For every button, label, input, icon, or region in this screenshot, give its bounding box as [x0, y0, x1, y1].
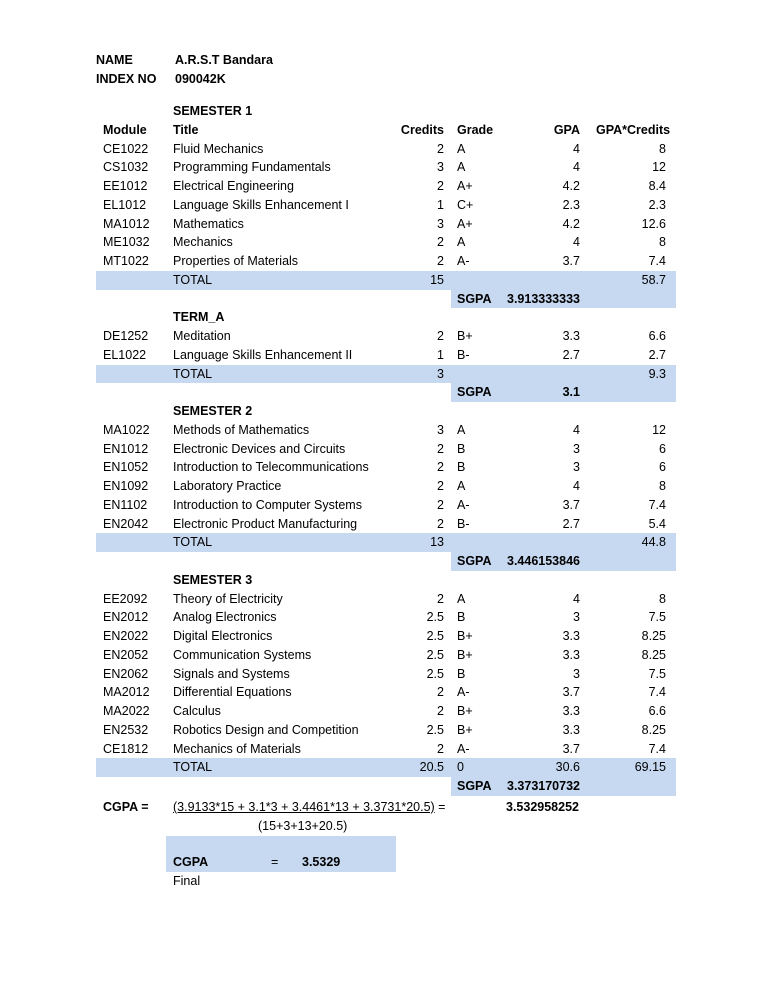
- gpa-credits-value: 2.3: [648, 197, 666, 212]
- gpa-value: 4.2: [562, 216, 580, 231]
- module-code: CS1032: [103, 160, 149, 175]
- module-code: CE1022: [103, 141, 149, 156]
- course-row: [96, 702, 676, 721]
- column-grade: Grade: [457, 122, 494, 137]
- course-row: [96, 346, 676, 365]
- gpa-credits-value: 7.5: [648, 666, 666, 681]
- cgpa-label: CGPA =: [103, 800, 149, 814]
- name-value: A.R.S.T Bandara: [175, 53, 273, 67]
- course-title: Mechanics of Materials: [173, 741, 301, 756]
- gpa-value: 4.2: [562, 179, 580, 193]
- credits-value: 2: [437, 441, 444, 456]
- course-title: Communication Systems: [173, 647, 312, 662]
- course-row: [96, 590, 676, 609]
- credits-value: 1: [437, 347, 444, 362]
- grade-value: A+: [457, 216, 473, 231]
- total-gpa-credits: 9.3: [648, 366, 666, 381]
- grade-value: B: [457, 666, 466, 681]
- course-title: Mathematics: [173, 216, 244, 231]
- course-title: Theory of Electricity: [173, 591, 283, 606]
- gpa-value: 2.3: [562, 197, 580, 212]
- index-value: 090042K: [175, 72, 226, 86]
- course-title: Meditation: [173, 329, 231, 343]
- grade-value: A: [457, 479, 466, 493]
- total-credits: 3: [437, 366, 444, 381]
- column-module: Module: [103, 122, 147, 137]
- module-code: EN2022: [103, 629, 149, 643]
- total-row: [96, 533, 676, 552]
- course-row: [96, 515, 676, 534]
- total-label: TOTAL: [173, 366, 213, 381]
- gpa-value: 3: [573, 441, 580, 456]
- course-row: [96, 440, 676, 459]
- grade-value: B+: [457, 722, 473, 737]
- gpa-value: 3.3: [562, 629, 580, 643]
- credits-value: 2: [437, 704, 444, 718]
- module-code: EN1052: [103, 460, 149, 475]
- course-title: Properties of Materials: [173, 254, 299, 268]
- course-title: Electrical Engineering: [173, 179, 294, 193]
- total-label: TOTAL: [173, 272, 213, 287]
- grade-value: B: [457, 460, 466, 475]
- gpa-value: 3.7: [562, 254, 580, 268]
- credits-value: 3: [437, 216, 444, 231]
- sgpa-row: [451, 383, 676, 402]
- total-gpa-credits: 69.15: [634, 760, 666, 775]
- module-code: EN2532: [103, 722, 149, 737]
- total-label: TOTAL: [173, 535, 213, 550]
- total-row: [96, 271, 676, 290]
- module-code: MT1022: [103, 254, 149, 268]
- section-heading: [96, 571, 676, 590]
- credits-value: 2: [437, 479, 444, 493]
- column-gpa-credits: GPA*Credits: [596, 122, 671, 137]
- credits-value: 2.5: [426, 647, 444, 662]
- grade-value: A-: [457, 741, 470, 756]
- final-equals: =: [271, 855, 279, 869]
- gpa-value: 3: [573, 666, 580, 681]
- credits-value: 2: [437, 235, 444, 250]
- gpa-credits-value: 8.25: [641, 647, 666, 662]
- module-code: EN2042: [103, 516, 149, 531]
- credits-value: 2: [437, 497, 444, 512]
- course-title: Laboratory Practice: [173, 479, 282, 493]
- gpa-credits-value: 7.4: [648, 741, 666, 756]
- total-grade: 0: [457, 760, 464, 775]
- section-heading: [96, 308, 676, 327]
- module-code: EE2092: [103, 591, 148, 606]
- gpa-credits-value: 6: [659, 441, 666, 456]
- gpa-credits-value: 12: [652, 422, 666, 437]
- sgpa-label: SGPA: [457, 385, 492, 400]
- grade-value: B+: [457, 647, 473, 662]
- gpa-credits-value: 6.6: [648, 329, 666, 343]
- course-row: [96, 458, 676, 477]
- course-title: Introduction to Telecommunications: [173, 460, 369, 475]
- column-header-row: [96, 121, 676, 140]
- course-title: Language Skills Enhancement II: [173, 347, 353, 362]
- total-gpa: 30.6: [555, 760, 580, 775]
- gpa-credits-value: 12.6: [641, 216, 666, 231]
- module-code: EN1092: [103, 479, 149, 493]
- course-title: Signals and Systems: [173, 666, 290, 681]
- credits-value: 1: [437, 197, 444, 212]
- total-row: [96, 365, 676, 384]
- module-code: EE1012: [103, 179, 148, 193]
- gpa-value: 4: [573, 479, 580, 493]
- gpa-value: 3: [573, 610, 580, 625]
- module-code: EL1022: [103, 347, 147, 362]
- module-code: MA2012: [103, 685, 150, 700]
- credits-value: 2: [437, 141, 444, 156]
- credits-value: 2.5: [426, 722, 444, 737]
- gpa-value: 2.7: [562, 347, 580, 362]
- course-row: [96, 215, 676, 234]
- gpa-credits-value: 8.25: [641, 629, 666, 643]
- grade-value: A: [457, 141, 466, 156]
- gpa-credits-value: 8: [659, 479, 666, 493]
- course-row: [96, 421, 676, 440]
- course-title: Mechanics: [173, 235, 233, 250]
- gpa-credits-value: 6: [659, 460, 666, 475]
- section-heading: [96, 102, 676, 121]
- course-title: Digital Electronics: [173, 629, 273, 643]
- course-title: Fluid Mechanics: [173, 141, 264, 156]
- gpa-credits-value: 7.5: [648, 610, 666, 625]
- course-row: [96, 646, 676, 665]
- credits-value: 2: [437, 329, 444, 343]
- gpa-credits-value: 8: [659, 591, 666, 606]
- grade-value: A: [457, 422, 466, 437]
- module-code: EN1012: [103, 441, 149, 456]
- gpa-value: 3: [573, 460, 580, 475]
- total-gpa-credits: 44.8: [641, 535, 666, 550]
- sgpa-label: SGPA: [457, 554, 492, 568]
- total-gpa-credits: 58.7: [641, 272, 666, 287]
- total-credits: 13: [430, 535, 444, 550]
- course-title: Calculus: [173, 704, 221, 718]
- gpa-credits-value: 8.25: [641, 722, 666, 737]
- module-code: EN2062: [103, 666, 149, 681]
- course-row: [96, 477, 676, 496]
- gpa-credits-value: 2.7: [648, 347, 666, 362]
- gpa-value: 4: [573, 141, 580, 156]
- gpa-value: 3.3: [562, 704, 580, 718]
- gpa-credits-value: 8: [659, 235, 666, 250]
- cgpa-denominator: (15+3+13+20.5): [258, 819, 348, 833]
- grade-value: B: [457, 610, 466, 625]
- module-code: EN2052: [103, 647, 149, 662]
- section-title: SEMESTER 1: [173, 104, 253, 118]
- gpa-value: 3.3: [562, 329, 580, 343]
- index-label: INDEX NO: [96, 72, 157, 86]
- grade-value: B-: [457, 347, 470, 362]
- grade-value: A+: [457, 179, 473, 193]
- final-label: Final CGPA: [173, 855, 209, 888]
- course-title: Introduction to Computer Systems: [173, 497, 362, 512]
- module-code: EN1102: [103, 497, 148, 512]
- module-code: EN2012: [103, 610, 149, 625]
- module-code: DE1252: [103, 329, 149, 343]
- course-row: [96, 196, 676, 215]
- gpa-value: 3.3: [562, 647, 580, 662]
- gpa-value: 2.7: [562, 516, 580, 531]
- grade-value: B+: [457, 629, 473, 643]
- gpa-value: 3.3: [562, 722, 580, 737]
- course-title: Methods of Mathematics: [173, 422, 310, 437]
- sgpa-value: 3.913333333: [507, 291, 580, 306]
- course-row: [96, 327, 676, 346]
- cgpa-formula: [173, 800, 445, 814]
- gpa-credits-value: 8: [659, 141, 666, 156]
- total-row: [96, 758, 676, 777]
- total-credits: 20.5: [419, 760, 444, 775]
- grade-value: C+: [457, 197, 474, 212]
- course-row: [96, 608, 676, 627]
- sgpa-row: [451, 552, 676, 571]
- gpa-value: 4: [573, 235, 580, 250]
- course-title: Language Skills Enhancement I: [173, 197, 349, 212]
- cgpa-equals: =: [438, 800, 446, 814]
- course-row: [96, 252, 676, 271]
- sgpa-value: 3.446153846: [507, 554, 580, 568]
- gpa-value: 3.7: [562, 497, 580, 512]
- sgpa-row: [451, 290, 676, 309]
- credits-value: 2: [437, 591, 444, 606]
- sgpa-value: 3.1: [562, 385, 580, 400]
- gpa-credits-value: 8.4: [648, 179, 666, 193]
- gpa-credits-value: 6.6: [648, 704, 666, 718]
- course-row: [96, 140, 676, 159]
- section-heading: [96, 402, 676, 421]
- grade-value: A: [457, 160, 466, 175]
- column-credits: Credits: [400, 122, 444, 137]
- course-row: [96, 740, 676, 759]
- final-cgpa-box: [166, 836, 396, 888]
- gpa-credits-value: 7.4: [648, 685, 666, 700]
- section-title: TERM_A: [173, 310, 225, 325]
- gpa-credits-value: 12: [652, 160, 666, 175]
- grade-value: A-: [457, 254, 470, 268]
- final-value: 3.5329: [302, 855, 341, 869]
- module-code: ME1032: [103, 235, 150, 250]
- total-label: TOTAL: [173, 760, 213, 775]
- grade-value: B+: [457, 704, 473, 718]
- section-title: SEMESTER 3: [173, 572, 253, 587]
- grade-value: B+: [457, 329, 473, 343]
- course-title: Programming Fundamentals: [173, 160, 331, 175]
- grade-value: A-: [457, 497, 470, 512]
- results-table: [96, 102, 676, 796]
- course-row: [96, 627, 676, 646]
- credits-value: 2.5: [426, 610, 444, 625]
- course-row: [96, 177, 676, 196]
- gpa-credits-value: 5.4: [648, 516, 666, 531]
- gpa-value: 4: [573, 160, 580, 175]
- gpa-credits-value: 7.4: [648, 497, 666, 512]
- grade-value: A-: [457, 685, 470, 700]
- section-title: SEMESTER 2: [173, 404, 253, 418]
- grade-value: A: [457, 591, 466, 606]
- module-code: CE1812: [103, 741, 149, 756]
- module-code: MA1022: [103, 422, 150, 437]
- total-credits: 15: [430, 272, 444, 287]
- column-gpa: GPA: [553, 122, 580, 137]
- course-row: [96, 233, 676, 252]
- gpa-value: 3.7: [562, 685, 580, 700]
- module-code: MA1012: [103, 216, 150, 231]
- course-title: Electronic Product Manufacturing: [173, 516, 358, 531]
- gpa-value: 3.7: [562, 741, 580, 756]
- column-title: Title: [173, 122, 199, 137]
- module-code: MA2022: [103, 704, 150, 718]
- sgpa-value: 3.373170732: [507, 779, 580, 793]
- credits-value: 2: [437, 685, 444, 700]
- credits-value: 2: [437, 741, 444, 756]
- grade-value: B: [457, 441, 466, 456]
- course-row: [96, 721, 676, 740]
- module-code: EL1012: [103, 197, 147, 212]
- grade-value: B-: [457, 516, 470, 531]
- credits-value: 2: [437, 179, 444, 193]
- grade-value: A: [457, 235, 466, 250]
- course-row: [96, 683, 676, 702]
- credits-value: 3: [437, 422, 444, 437]
- course-row: [96, 665, 676, 684]
- gpa-credits-value: 7.4: [648, 254, 666, 268]
- cgpa-numerator: (3.9133*15 + 3.1*3 + 3.4461*13 + 3.3731*20.5): [173, 800, 435, 814]
- credits-value: 3: [437, 160, 444, 175]
- cgpa-value: 3.532958252: [506, 800, 579, 814]
- course-title: Robotics Design and Competition: [173, 722, 359, 737]
- course-row: [96, 496, 676, 515]
- course-title: Differential Equations: [173, 685, 292, 700]
- gpa-value: 4: [573, 591, 580, 606]
- course-row: [96, 158, 676, 177]
- sgpa-label: SGPA: [457, 779, 492, 793]
- credits-value: 2: [437, 254, 444, 268]
- credits-value: 2: [437, 516, 444, 531]
- sgpa-row: [451, 777, 676, 796]
- sgpa-label: SGPA: [457, 291, 492, 306]
- course-title: Analog Electronics: [173, 610, 277, 625]
- credits-value: 2: [437, 460, 444, 475]
- name-label: NAME: [96, 53, 133, 67]
- credits-value: 2.5: [426, 666, 444, 681]
- gpa-value: 4: [573, 422, 580, 437]
- credits-value: 2.5: [426, 629, 444, 643]
- course-title: Electronic Devices and Circuits: [173, 441, 346, 456]
